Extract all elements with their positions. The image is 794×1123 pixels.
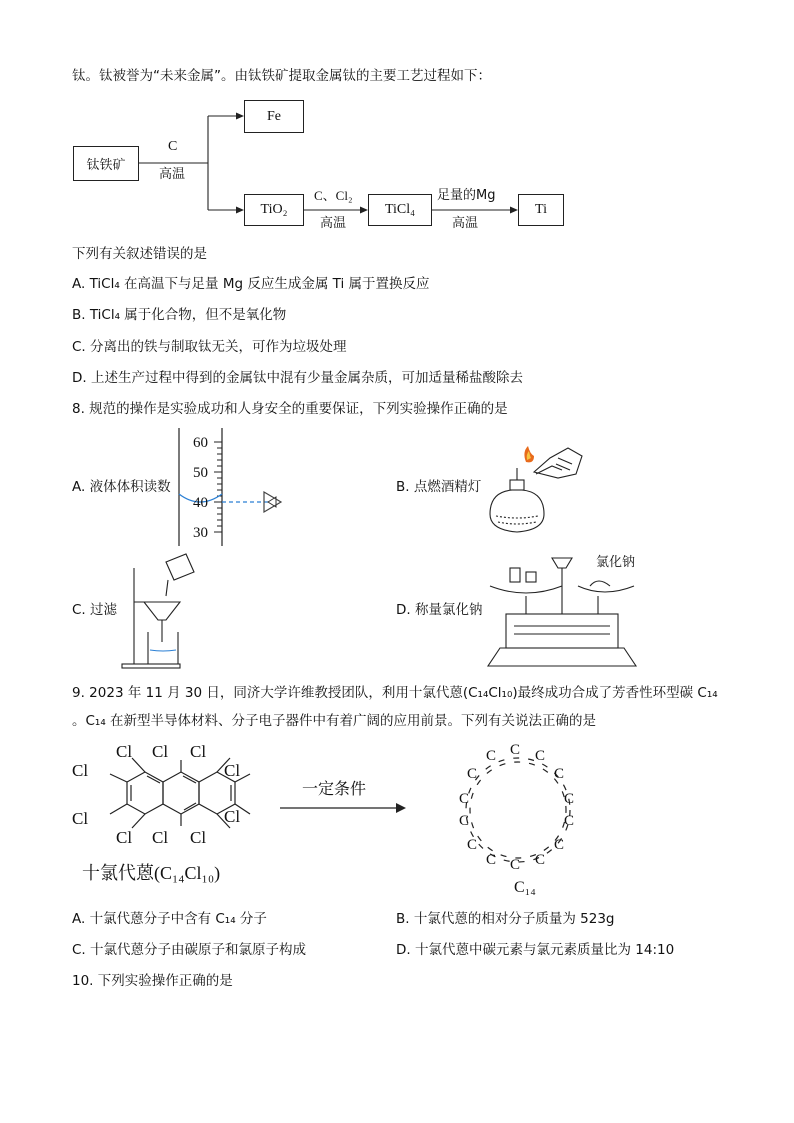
condition-1-bottom: 高温 [159, 167, 186, 182]
tick-50: 50 [193, 465, 208, 481]
box-ilmenite: 钛铁矿 [73, 146, 139, 181]
ring-atom-c: C [554, 766, 565, 782]
q9-option-d: D. 十氯代蒽中碳元素与氯元素质量比为 14:10 [396, 942, 675, 958]
atom-cl-3: Cl [190, 742, 207, 761]
atom-cl-6: Cl [72, 809, 89, 828]
q9-stem-line2: 。C₁₄ 在新型半导体材料、分子电子器件中有着广阔的应用前景。下列有关说法正确的是 [72, 713, 597, 729]
atom-cl-7: Cl [224, 807, 241, 826]
q10-stem: 10. 下列实验操作正确的是 [72, 973, 233, 989]
q8-stem: 8. 规范的操作是实验成功和人身安全的重要保证，下列实验操作正确的是 [72, 401, 508, 417]
q7-option-a: A. TiCl₄ 在高温下与足量 Mg 反应生成金属 Ti 属于置换反应 [72, 276, 430, 292]
reaction-condition: 一定条件 [302, 779, 367, 798]
intro-text: 钛。钛被誉为“未来金属”。由钛铁矿提取金属钛的主要工艺过程如下： [72, 68, 491, 84]
ring-atom-c: C [554, 837, 565, 853]
q9-option-c: C. 十氯代蒽分子由碳原子和氯原子构成 [72, 942, 307, 958]
q9-stem-line1: 9. 2023 年 11 月 30 日，同济大学许维教授团队，利用十氯代蒽(C₁₄Cl₁₀)最终成功合成了芳香性环型碳 C₁₄ [72, 685, 718, 701]
box-ticl4: TiCl₄ [368, 194, 432, 226]
box-tio2: TiO₂ [244, 194, 304, 226]
filtration-figure [118, 550, 218, 670]
atom-cl-9: Cl [152, 828, 169, 847]
ring-atom-c: C [486, 852, 497, 868]
q7-option-b: B. TiCl₄ 属于化合物，但不是氧化物 [72, 307, 287, 323]
box-fe: Fe [244, 100, 304, 133]
tick-30: 30 [193, 525, 208, 541]
atom-cl-4: Cl [72, 761, 89, 780]
q9-option-a: A. 十氯代蒽分子中含有 C₁₄ 分子 [72, 911, 267, 927]
tick-40: 40 [193, 495, 208, 511]
condition-2-top: C、Cl₂ [314, 188, 353, 203]
product-name: C₁₄ [514, 879, 536, 896]
q8-option-a: A. 液体体积读数 [72, 479, 171, 495]
condition-3-bottom: 高温 [452, 216, 479, 231]
q8-option-b: B. 点燃酒精灯 [396, 479, 482, 495]
ring-atom-c: C [510, 857, 521, 873]
q8-option-c: C. 过滤 [72, 602, 118, 618]
ring-atom-c: C [459, 791, 470, 807]
condition-2-bottom: 高温 [320, 216, 347, 231]
balance-label-nacl: 氯化钠 [596, 555, 636, 570]
tick-60: 60 [193, 435, 208, 451]
atom-cl-10: Cl [190, 828, 207, 847]
ring-atom-c: C [459, 813, 470, 829]
q8-option-d: D. 称量氯化钠 [396, 602, 483, 618]
q7-stem: 下列有关叙述错误的是 [72, 246, 207, 262]
reaction-arrow [278, 798, 418, 818]
atom-cl-5: Cl [224, 761, 241, 780]
q7-option-d: D. 上述生产过程中得到的金属钛中混有少量金属杂质，可加适量稀盐酸除去 [72, 370, 523, 386]
molecule-name: 十氯代蒽(C₁₄Cl₁₀) [82, 863, 221, 883]
ring-atom-c: C [564, 813, 575, 829]
condition-3-top: 足量的Mg [437, 188, 496, 203]
ring-atom-c: C [535, 748, 546, 764]
condition-1-top: C [168, 139, 178, 154]
ring-atom-c: C [564, 791, 575, 807]
atom-cl-8: Cl [116, 828, 133, 847]
box-ti: Ti [518, 194, 564, 226]
alcohol-lamp-figure [476, 444, 596, 544]
ring-atom-c: C [467, 837, 478, 853]
atom-cl-1: Cl [116, 742, 133, 761]
decachloroanthracene-structure [90, 752, 290, 872]
q9-option-b: B. 十氯代蒽的相对分子质量为 523g [396, 911, 615, 927]
ring-atom-c: C [467, 766, 478, 782]
ring-atom-c: C [486, 748, 497, 764]
ring-atom-c: C [535, 852, 546, 868]
ring-atom-c: C [510, 742, 521, 758]
atom-cl-2: Cl [152, 742, 169, 761]
q7-option-c: C. 分离出的铁与制取钛无关，可作为垃圾处理 [72, 339, 347, 355]
